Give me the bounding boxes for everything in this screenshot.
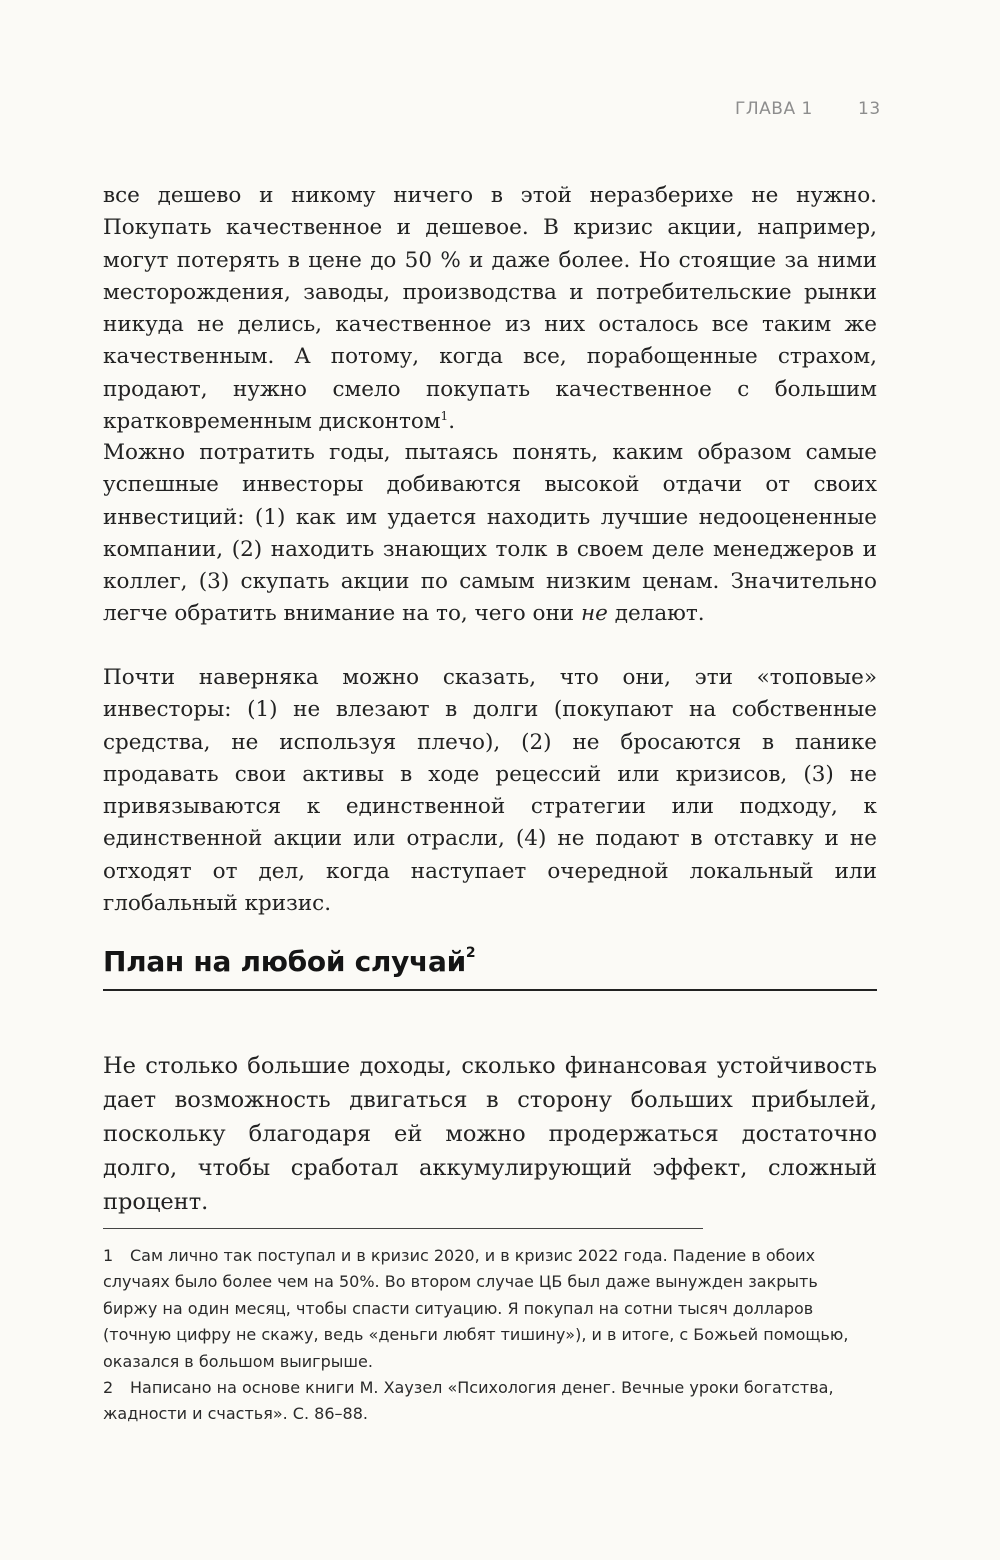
footnote-ref-2[interactable]: 2 [465,945,476,961]
page-number: 13 [858,99,881,119]
section-title: План на любой случай [103,945,466,978]
footnote-text: Написано на основе книги М. Хаузел «Психология денег. Вечные уроки богатства, жадности и счастья». С. 86–88. [103,1378,834,1424]
section-heading [103,945,475,978]
footnote-marker: 2 [103,1378,114,1398]
footnotes [103,1243,877,1428]
paragraph-4 [103,1049,877,1219]
paragraph-1-text: все дешево и никому ничего в этой неразберихе не нужно. Покупать качественное и дешевое. В кризис акции, например, могут потерять в цене до 50 % и даже более. Но стоящие за ними месторождения, заводы, производства и потребительские рынки никуда не делись, качественное из них осталось все таким же качественным. А потому, когда все, порабощенные страхом, продают, нужно смело покупать качественное с большим кратковременным дисконтом [103,183,877,435]
paragraph-1 [103,180,877,438]
footnote-text: Сам лично так поступал и в кризис 2020, и в кризис 2022 года. Падение в обоих случаях было более чем на 50%. Во втором случае ЦБ был даже вынужден закрыть биржу на один месяц, чтобы спасти ситуацию. Я покупал на сотни тысяч долларов (точную цифру не скажу, ведь «деньги любят тишину»), и в итоге, с Божьей помощью, оказался в большом выигрыше. [103,1246,849,1371]
footnote-separator [103,1228,703,1229]
footnote-2 [103,1375,877,1428]
paragraph-2 [103,437,877,631]
paragraph-3-text: Почти наверняка можно сказать, что они, эти «топовые» инвесторы: (1) не влезают в долги (покупают на собственные средства, не используя плечо), (2) не бросаются в панике продавать свои активы в ходе рецессий или кризисов, (3) не привязываются к единственной стратегии или подходу, к единственной акции или отрасли, (4) не подают в отставку и не отходят от дел, когда наступает очередной локальный или глобальный кризис. [103,665,877,917]
heading-underline [103,989,877,991]
paragraph-2-emphasis: не [580,601,608,627]
chapter-label: ГЛАВА 1 [735,99,813,119]
paragraph-4-text: Не столько большие доходы, сколько финансовая устойчивость дает возможность двигаться в сторону больших прибылей, поскольку благодаря ей можно продержаться достаточно долго, чтобы сработал аккумулирующий эффект, сложный процент. [103,1053,877,1215]
footnote-marker: 1 [103,1246,114,1265]
paragraph-1-tail: . [448,409,456,435]
paragraph-2-text-before: Можно потратить годы, пытаясь понять, каким образом самые успешные инвесторы добиваются высокой отдачи от своих инвестиций: (1) как им удается находить лучшие недооцененные компании, (2) находить знающих толк в своем деле менеджеров и коллег, (3) скупать акции по самым низким ценам. Значительно легче обратить внимание на то, чего они [103,440,877,627]
footnote-ref-1[interactable]: 1 [440,409,449,424]
paragraph-2-text-after: делают. [607,601,705,627]
footnote-1 [103,1243,877,1375]
paragraph-3 [103,662,877,920]
